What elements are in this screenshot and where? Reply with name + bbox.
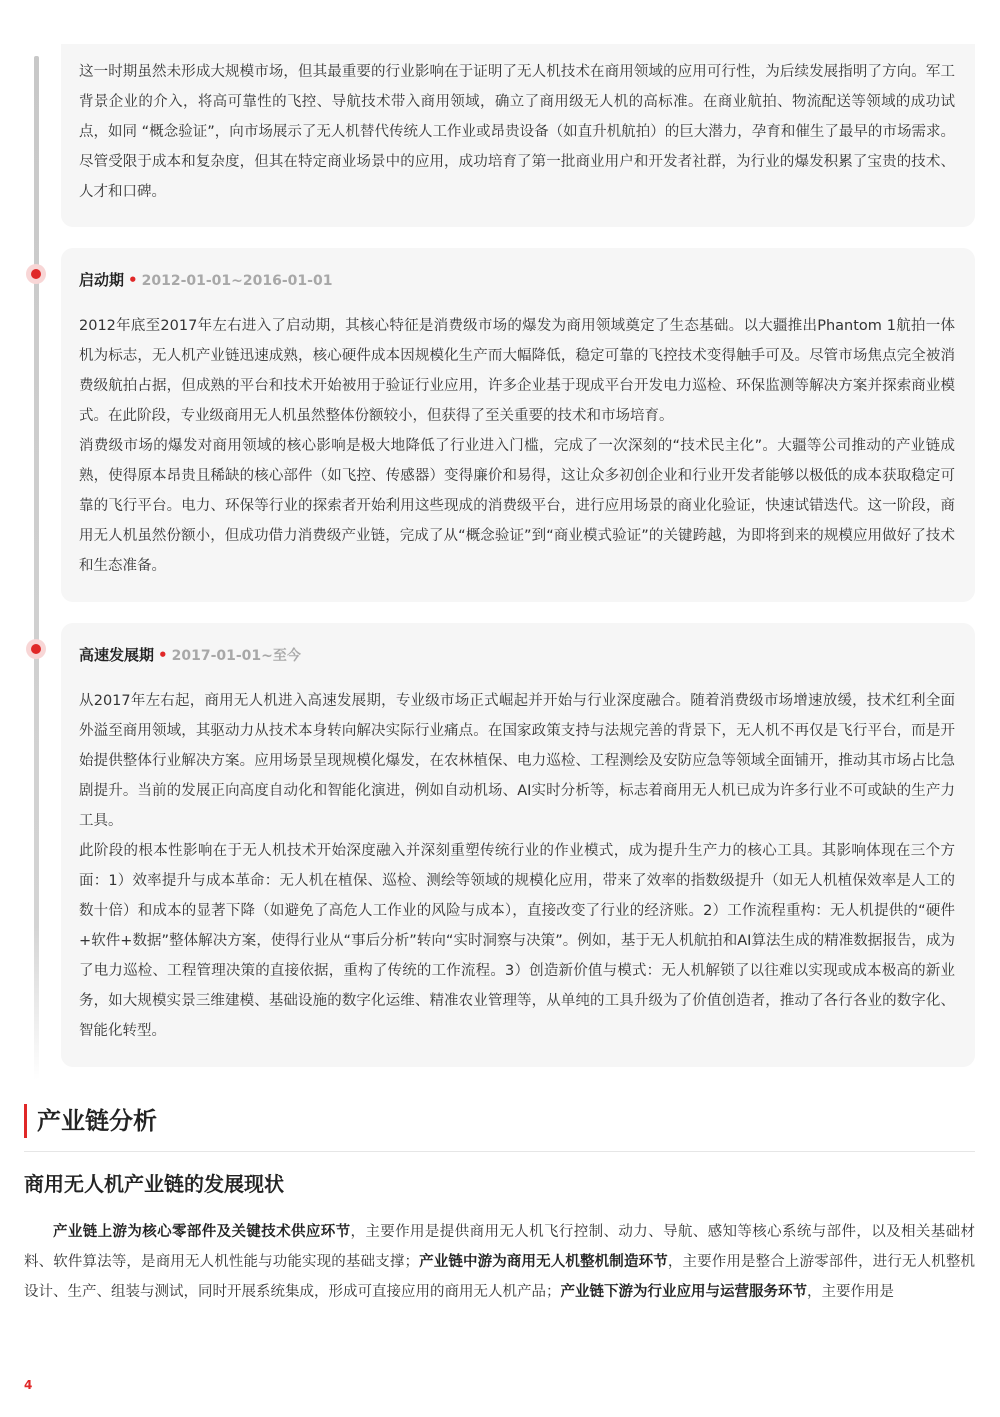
body-paragraph (24, 1217, 975, 1307)
card-paragraph: 此阶段的根本性影响在于无人机技术开始深度融入并深刻重塑传统行业的作业模式，成为提升生产力的核心工具。其影响体现在三个方面：1）效率提升与成本革命：无人机在植保、巡检、测绘等领域的规模化应用，带来了效率的指数级提升（如无人机植保效率是人工的数十倍）和成本的显著下降（如避免了高危人工作业的风险与成本），直接改变了行业的经济账。2）工作流程重构：无人机提供的“硬件+软件+数据”整体解决方案，使得行业从“事后分析”转向“实时洞察与决策”。例如，基于无人机航拍和AI算法生成的精准数据报告，成为了电力巡检、工程管理决策的直接依据，重构了传统的工作流程。3）创造新价值与模式：无人机解锁了以往难以实现或成本极高的新业务，如大规模实景三维建模、基础设施的数字化运维、精准农业管理等，从单纯的工具升级为了价值创造者，推动了各行各业的数字化、智能化转型。 (79, 843, 955, 1039)
phase-header (61, 623, 975, 670)
timeline-card-growth-phase (61, 623, 975, 1067)
phase-date: 2017-01-01~至今 (171, 648, 301, 664)
bold-phrase: 产业链中游为商用无人机整机制造环节 (418, 1254, 668, 1270)
phase-name: 高速发展期 (79, 646, 155, 664)
timeline-card-continued (61, 44, 975, 227)
card-paragraph: 2012年底至2017年左右进入了启动期，其核心特征是消费级市场的爆发为商用领域奠定了生态基础。以大疆推出Phantom 1航拍一体机为标志，无人机产业链迅速成熟，核心硬件成本因规模化生产而大幅降低，稳定可靠的飞控技术变得触手可及。尽管市场焦点完全被消费级航拍占据，但成熟的平台和技术开始被用于验证行业应用，许多企业基于现成平台开发电力巡检、环保监测等解决方案并探索商业模式。在此阶段，专业级商用无人机虽然整体份额较小，但获得了至关重要的技术和市场培育。 (79, 318, 955, 424)
timeline-line (34, 56, 39, 1080)
phase-separator: • (128, 271, 138, 289)
subsection-title: 商用无人机产业链的发展现状 (24, 1172, 284, 1196)
card-paragraph: 这一时期虽然未形成大规模市场，但其最重要的行业影响在于证明了无人机技术在商用领域的应用可行性，为后续发展指明了方向。军工背景企业的介入，将高可靠性的飞控、导航技术带入商用领域，确立了商用级无人机的高标准。在商业航拍、物流配送等领域的成功试点，如同 “概念验证”，向市场展示了无人机替代传统人工作业或昂贵设备（如直升机航拍）的巨大潜力，孕育和催生了最早的市场需求。尽管受限于成本和复杂度，但其在特定商业场景中的应用，成功培育了第一批商业用户和开发者社群，为行业的爆发积累了宝贵的技术、人才和口碑。 (79, 64, 955, 200)
timeline-dot (26, 639, 46, 659)
body-text: ，主要作用是整合上游零部件，进行无人机整机设计、生产、组装与测试，同时开展系统集成，形成可直接应用的商用无人机产品； (24, 1254, 975, 1300)
phase-date: 2012-01-01~2016-01-01 (141, 273, 333, 289)
phase-name: 启动期 (79, 271, 125, 289)
bold-phrase: 产业链下游为行业应用与运营服务环节 (560, 1284, 807, 1300)
body-text: ，主要作用是 (807, 1284, 894, 1300)
timeline-card-launch-phase (61, 248, 975, 602)
card-paragraph: 从2017年左右起，商用无人机进入高速发展期，专业级市场正式崛起并开始与行业深度融合。随着消费级市场增速放缓，技术红利全面外溢至商用领域，其驱动力从技术本身转向解决实际行业痛点。在国家政策支持与法规完善的背景下，无人机不再仅是飞行平台，而是开始提供整体行业解决方案。应用场景呈现规模化爆发，在农林植保、电力巡检、工程测绘及安防应急等领域全面铺开，推动其市场占比急剧提升。当前的发展正向高度自动化和智能化演进，例如自动机场、AI实时分析等，标志着商用无人机已成为许多行业不可或缺的生产力工具。 (79, 693, 955, 829)
timeline-dot (26, 264, 46, 284)
section-divider (24, 1151, 975, 1152)
page-number: 4 (24, 1378, 33, 1392)
section-title: 产业链分析 (24, 1104, 157, 1138)
phase-separator: • (158, 646, 168, 664)
bold-phrase: 产业链上游为核心零部件及关键技术供应环节 (53, 1224, 351, 1240)
phase-header (61, 248, 975, 295)
body-text: ，主要作用是提供商用无人机飞行控制、动力、导航、感知等核心系统与部件，以及相关基础材料、软件算法等，是商用无人机性能与功能实现的基础支撑； (24, 1224, 976, 1270)
card-paragraph: 消费级市场的爆发对商用领域的核心影响是极大地降低了行业进入门槛，完成了一次深刻的“技术民主化”。大疆等公司推动的产业链成熟，使得原本昂贵且稀缺的核心部件（如飞控、传感器）变得廉价和易得，这让众多初创企业和行业开发者能够以极低的成本获取稳定可靠的飞行平台。电力、环保等行业的探索者开始利用这些现成的消费级平台，进行应用场景的商业化验证，快速试错迭代。这一阶段，商用无人机虽然份额小，但成功借力消费级产业链，完成了从“概念验证”到“商业模式验证”的关键跨越，为即将到来的规模应用做好了技术和生态准备。 (79, 438, 955, 574)
